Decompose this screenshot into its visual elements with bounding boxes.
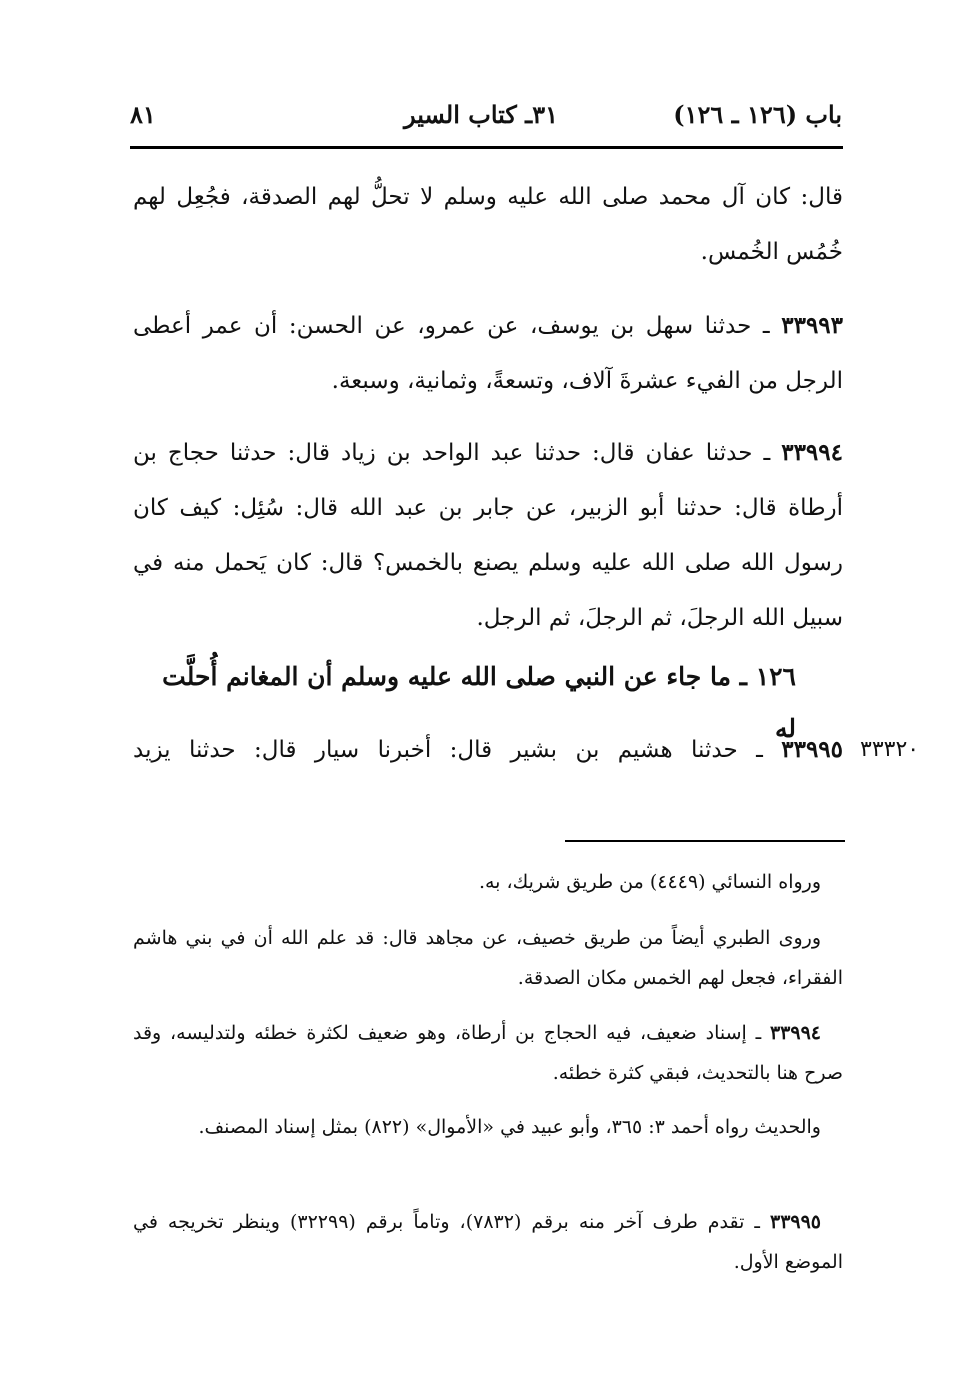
- hadith-text: ـ حدثنا هشيم بن بشير قال: أخبرنا سيار قال: حدثنا يزيد: [133, 737, 763, 763]
- hadith-33993: [133, 298, 843, 409]
- footnote: [133, 1202, 843, 1282]
- hadith-33995: [133, 722, 843, 778]
- hadith-33994: [133, 425, 843, 646]
- hadith-text: ـ حدثنا عفان قال: حدثنا عبد الواحد بن زياد قال: حدثنا حجاج بن أرطاة قال: حدثنا أبو الزبير، عن جابر بن عبد الله قال: سُئِل: كيف كان رسول الله صلى الله عليه وسلم يصنع بالخمس؟ قال: كان يَحمل منه في سبيل الله الرجلَ، ثم الرجلَ، ثم الرجل.: [133, 440, 843, 631]
- page-number: ٨١: [130, 100, 156, 129]
- footnote-text: ـ تقدم طرف آخر منه برقم (٧٨٣٢)، وتاماً برقم (٣٢٢٩٩) وينظر تخريجه في الموضع الأول.: [133, 1211, 843, 1273]
- chapter-range-header: باب (١٢٦ ـ ١٢٦): [673, 100, 842, 129]
- margin-reference-number: ٣٣٣٢٠: [860, 737, 920, 762]
- footnote: وروى الطبري أيضاً من طريق خصيف، عن مجاهد قال: قد علم الله أن في بني هاشم الفقراء، فجعل لهم الخمس مكان الصدقة.: [133, 927, 843, 989]
- footnote: والحديث رواه أحمد ٣: ٣٦٥، وأبو عبيد في «الأموال» (٨٢٢) بمثل إسناد المصنف.: [198, 1116, 821, 1138]
- footnote-number: ٣٣٩٩٥: [769, 1211, 822, 1233]
- footnote-number: ٣٣٩٩٤: [769, 1022, 821, 1044]
- book-title-header: ٣١ـ كتاب السير: [404, 100, 558, 129]
- section-heading: ١٢٦ ـ ما جاء عن النبي صلى الله عليه وسلم أن المغانم أُحلَّت له: [162, 662, 796, 743]
- hadith-number: ٣٣٩٩٥: [781, 736, 844, 763]
- header-rule: [130, 146, 843, 149]
- paragraph-text: قال: كان آل محمد صلى الله عليه وسلم لا تحلُّ لهم الصدقة، فجُعِل لهم خُمُس الخُمس.: [133, 184, 843, 265]
- hadith-number: ٣٣٩٩٤: [781, 439, 843, 466]
- hadith-text: ـ حدثنا سهل بن يوسف، عن عمرو، عن الحسن: أن عمر أعطى الرجل من الفيء عشرةَ آلاف، وتسعةً، وثمانية، وسبعة.: [133, 313, 843, 394]
- footnote-separator: [565, 840, 845, 842]
- footnote-text: ـ إسناد ضعيف، فيه الحجاج بن أرطاة، وهو ضعيف لكثرة خطئه ولتدليسه، وقد صرح هنا بالتحديث، فبقي كثرة خطئه.: [133, 1022, 843, 1084]
- hadith-number: ٣٣٩٩٣: [781, 312, 844, 339]
- paragraph-continuation: [133, 170, 843, 280]
- footnote: ورواه النسائي (٤٤٤٩) من طريق شريك، به.: [478, 871, 821, 893]
- footnote: [133, 1013, 843, 1093]
